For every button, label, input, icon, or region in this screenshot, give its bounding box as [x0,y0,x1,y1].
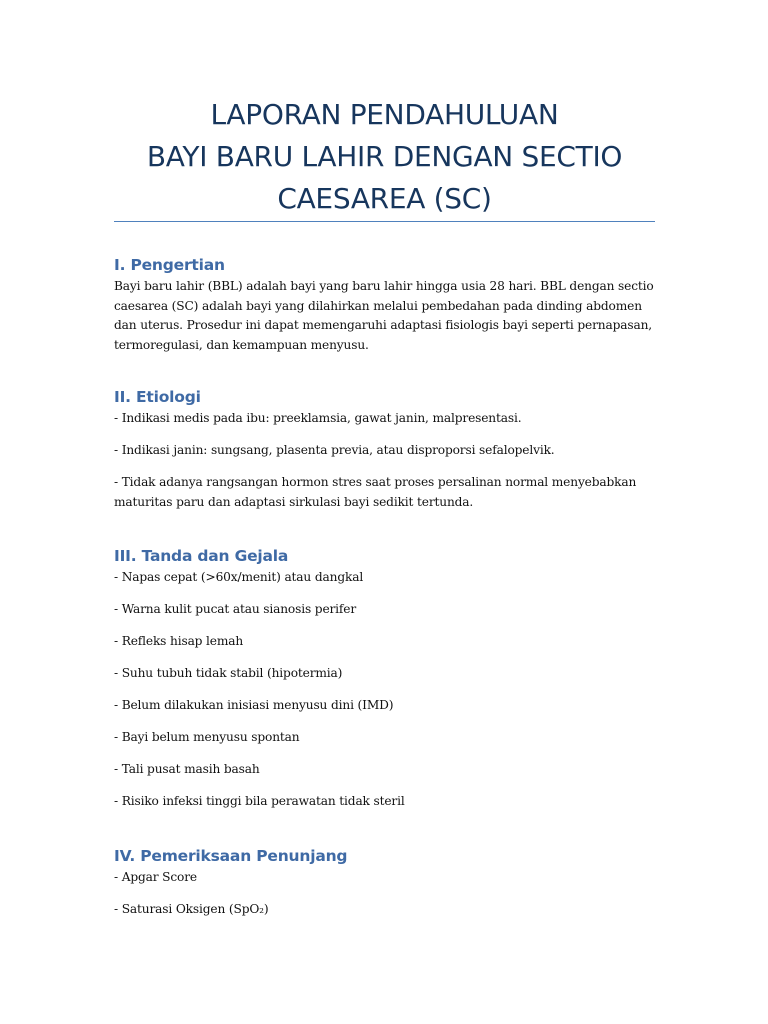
section-pengertian [114,255,662,355]
list-item: - Refleks hisap lemah [114,634,244,648]
list-item: - Bayi belum menyusu spontan [114,730,300,744]
title-line-2: BAYI BARU LAHIR DENGAN SECTIO [146,140,623,173]
section-pemeriksaan-penunjang [114,846,662,920]
section-etiologi [114,387,662,512]
section-tanda-gejala [114,546,662,812]
title-line-3: CAESAREA (SC) [277,182,492,215]
list-item: - Suhu tubuh tidak stabil (hipotermia) [114,666,343,680]
title-divider [114,221,655,222]
list-item: - Indikasi medis pada ibu: preeklamsia, gawat janin, malpresentasi. [114,411,522,425]
list-item: - Apgar Score [114,870,197,884]
section-heading-tanda-gejala: III. Tanda dan Gejala [114,547,289,565]
list-item: - Napas cepat (>60x/menit) atau dangkal [114,570,364,584]
list-item: - Saturasi Oksigen (SpO₂) [114,902,269,916]
list-item: - Indikasi janin: sungsang, plasenta previa, atau disproporsi sefalopelvik. [114,443,555,457]
list-item: - Risiko infeksi tinggi bila perawatan tidak steril [114,794,405,808]
document-title [114,94,655,220]
list-item: - Tali pusat masih basah [114,762,260,776]
list-item: - Belum dilakukan inisiasi menyusu dini (IMD) [114,698,394,712]
list-item: - Warna kulit pucat atau sianosis perifer [114,602,357,616]
pengertian-paragraph: Bayi baru lahir (BBL) adalah bayi yang baru lahir hingga usia 28 hari. BBL dengan sectio caesarea (SC) adalah bayi yang dilahirkan melalui pembedahan pada dinding abdomen dan uterus. Prosedur ini dapat memengaruhi adaptasi fisiologis bayi seperti pernapasan, termoregulasi, dan kemampuan menyusu. [114,279,654,352]
list-item: - Tidak adanya rangsangan hormon stres saat proses persalinan normal menyebabkan maturitas paru dan adaptasi sirkulasi bayi sedikit tertunda. [114,475,637,509]
section-heading-pengertian: I. Pengertian [114,256,225,274]
section-heading-etiologi: II. Etiologi [114,388,201,406]
title-line-1: LAPORAN PENDAHULUAN [210,98,559,131]
section-heading-pemeriksaan-penunjang: IV. Pemeriksaan Penunjang [114,847,348,865]
